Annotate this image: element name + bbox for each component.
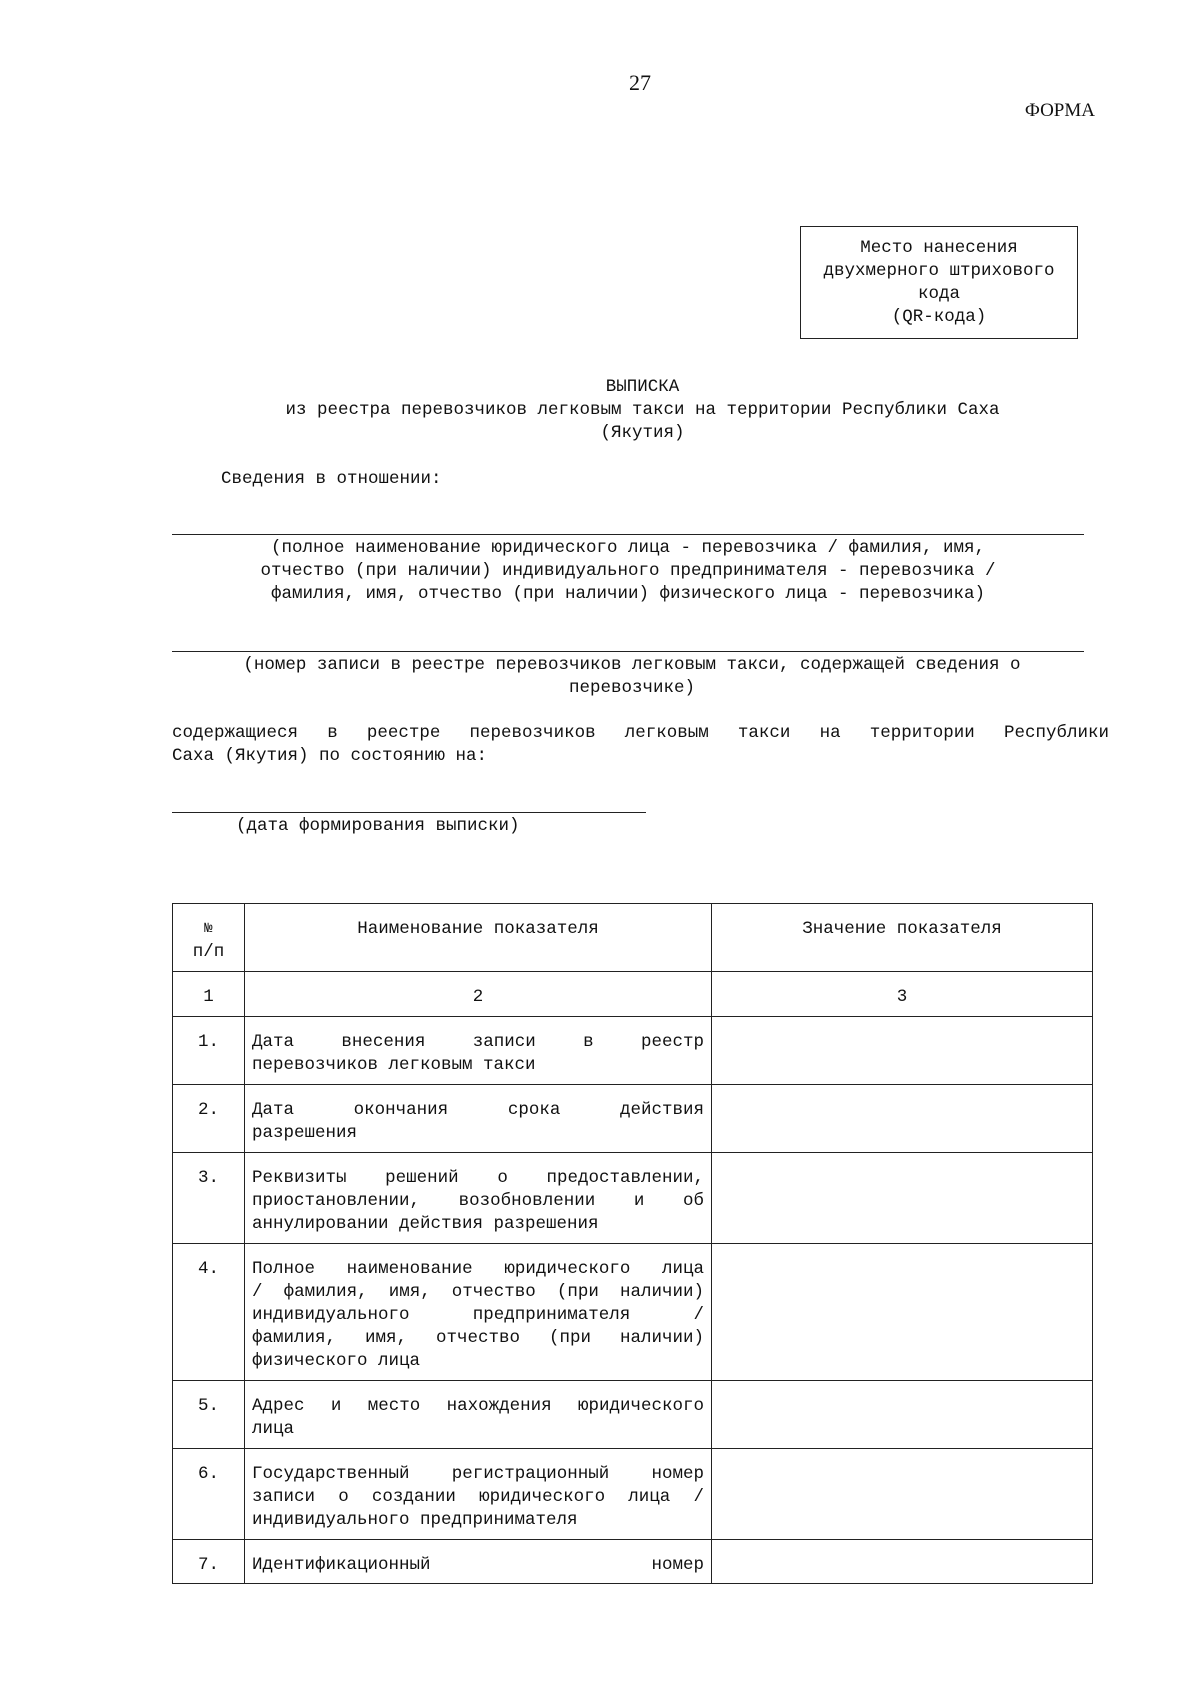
header-num-line: № [204, 921, 213, 937]
header-num-line: п/п [192, 942, 225, 962]
form-label: ФОРМА [1024, 100, 1095, 121]
colnum-text: 1 [203, 987, 214, 1007]
qr-code-placeholder [800, 226, 1078, 339]
row-name-line: перевозчиков легковым такси [252, 1055, 536, 1075]
colnum-cell [712, 972, 1093, 1017]
qr-box-line: Место нанесения [860, 237, 1018, 258]
date-line[interactable] [172, 812, 646, 813]
page-number: 27 [629, 70, 651, 95]
table-header-row [173, 904, 1093, 972]
row-value-cell[interactable] [712, 1381, 1093, 1449]
row-name-line: приостановлении, возобновлении и об [252, 1191, 704, 1211]
paragraph-line: Саха (Якутия) по состоянию на: [172, 746, 488, 766]
qr-box-line: кода [917, 283, 960, 304]
caption-line: фамилия, имя, отчество (при наличии) физического лица - перевозчика) [270, 584, 986, 604]
row-num [173, 1244, 245, 1381]
table-row [173, 1244, 1093, 1381]
header-name [245, 904, 712, 972]
header-value-text: Значение показателя [802, 919, 1002, 939]
row-name [245, 1017, 712, 1085]
title-line: ВЫПИСКА [605, 377, 680, 397]
row-num-text: 4. [197, 1259, 219, 1279]
document-title [170, 376, 1115, 445]
header-num [173, 904, 245, 972]
table-colnum-row [173, 972, 1093, 1017]
row-num-text: 6. [197, 1464, 219, 1484]
title-line: (Якутия) [600, 423, 685, 443]
row-num [173, 1540, 245, 1584]
row-name-line: Адрес и место нахождения юридического [252, 1396, 704, 1416]
state-paragraph [172, 722, 1109, 768]
table-row [173, 1381, 1093, 1449]
table-row [173, 1085, 1093, 1153]
row-value-cell[interactable] [712, 1153, 1093, 1244]
colnum-cell [173, 972, 245, 1017]
qr-box-line: (QR-кода) [891, 306, 987, 327]
table-row [173, 1017, 1093, 1085]
row-num-text: 3. [197, 1168, 219, 1188]
row-num-text: 7. [197, 1555, 219, 1575]
caption-line: (номер записи в реестре перевозчиков легковым такси, содержащей сведения о [243, 655, 1021, 675]
row-value-cell[interactable] [712, 1244, 1093, 1381]
paragraph-line: содержащиеся в реестре перевозчиков легковым такси на территории Республики [172, 723, 1109, 743]
indicators-table [172, 903, 1093, 1584]
row-num-text: 5. [197, 1396, 219, 1416]
row-name [245, 1085, 712, 1153]
row-name-line: аннулировании действия разрешения [252, 1214, 599, 1234]
row-num [173, 1153, 245, 1244]
table-row [173, 1449, 1093, 1540]
row-num [173, 1017, 245, 1085]
row-num [173, 1085, 245, 1153]
row-name-line: разрешения [252, 1123, 358, 1143]
row-value-cell[interactable] [712, 1449, 1093, 1540]
colnum-text: 2 [472, 987, 484, 1007]
intro-text: Сведения в отношении: [221, 469, 442, 489]
carrier-name-caption [172, 537, 1084, 606]
row-name-line: Реквизиты решений о предоставлении, [252, 1168, 704, 1188]
title-line: из реестра перевозчиков легковым такси на территории Республики Саха [285, 400, 1000, 420]
row-name-line: записи о создании юридического лица / [252, 1487, 704, 1507]
carrier-name-line[interactable] [172, 534, 1084, 535]
record-number-caption [172, 654, 1092, 700]
row-num [173, 1449, 245, 1540]
header-name-text: Наименование показателя [357, 919, 599, 939]
table-row [173, 1153, 1093, 1244]
row-num-text: 2. [197, 1100, 219, 1120]
row-name-line: фамилия, имя, отчество (при наличии) [252, 1328, 704, 1348]
header-value [712, 904, 1093, 972]
row-value-cell[interactable] [712, 1540, 1093, 1584]
row-name-line: индивидуального предпринимателя [252, 1510, 578, 1530]
row-name-line: Дата окончания срока действия [252, 1100, 704, 1120]
row-name-line: Дата внесения записи в реестр [252, 1032, 704, 1052]
row-value-cell[interactable] [712, 1017, 1093, 1085]
caption-line: (полное наименование юридического лица - перевозчика / фамилия, имя, [270, 538, 986, 558]
row-name-line: физического лица [252, 1351, 421, 1371]
caption-line: отчество (при наличии) индивидуального предпринимателя - перевозчика / [260, 561, 996, 581]
colnum-text: 3 [896, 987, 908, 1007]
caption-line: перевозчике) [568, 678, 696, 698]
colnum-cell [245, 972, 712, 1017]
row-name [245, 1381, 712, 1449]
row-name-line: Государственный регистрационный номер [252, 1464, 704, 1484]
row-num-text: 1. [197, 1032, 219, 1052]
table-row [173, 1540, 1093, 1584]
row-name-line: Идентификационный номер [252, 1555, 704, 1575]
row-name-line: Полное наименование юридического лица [252, 1259, 704, 1279]
row-num [173, 1381, 245, 1449]
row-value-cell[interactable] [712, 1085, 1093, 1153]
record-number-line[interactable] [172, 651, 1084, 652]
row-name-line: лица [252, 1419, 295, 1439]
row-name [245, 1153, 712, 1244]
row-name-line: / фамилия, имя, отчество (при наличии) [252, 1282, 704, 1302]
row-name [245, 1244, 712, 1381]
row-name-line: индивидуального предпринимателя / [252, 1305, 704, 1325]
date-caption: (дата формирования выписки) [236, 816, 520, 836]
qr-box-line: двухмерного штрихового [823, 260, 1055, 281]
row-name [245, 1449, 712, 1540]
row-name [245, 1540, 712, 1584]
